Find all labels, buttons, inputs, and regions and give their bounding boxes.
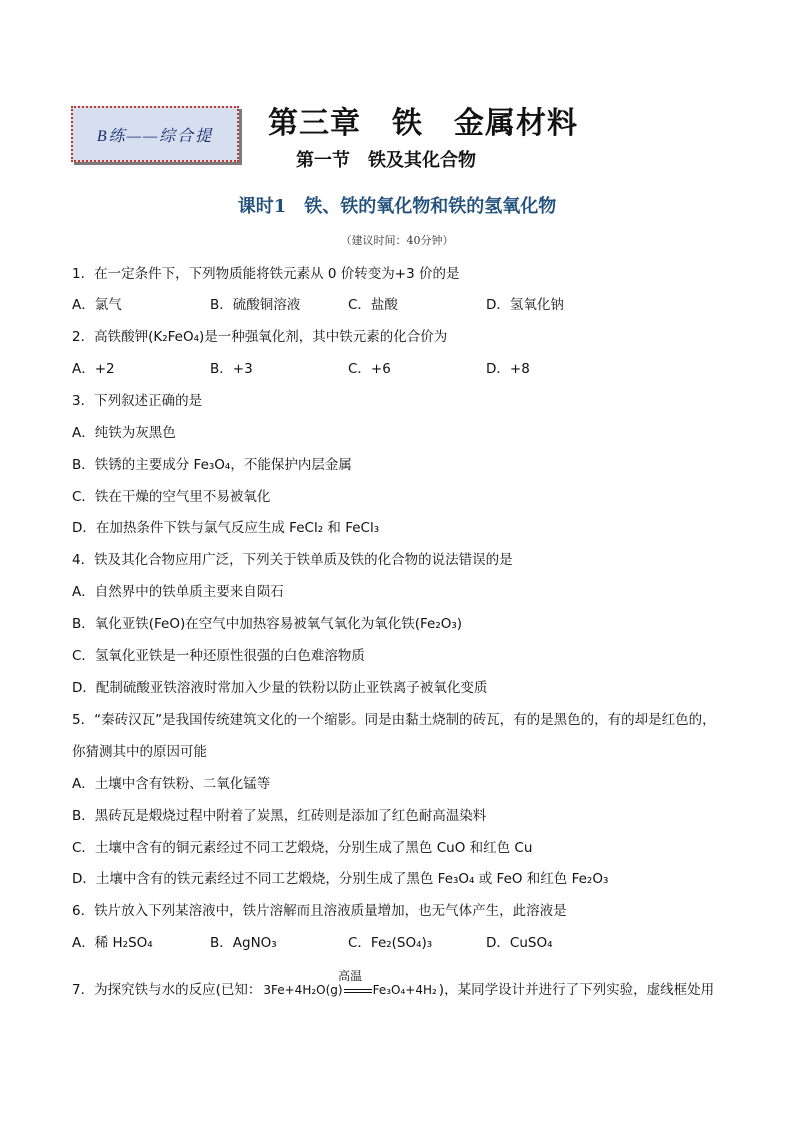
- question-6-stem: 6．铁片放入下列某溶液中，铁片溶解而且溶液质量增加，也无气体产生，此溶液是: [72, 903, 567, 919]
- question-1-stem: 1．在一定条件下，下列物质能将铁元素从 0 价转变为+3 价的是: [72, 266, 460, 282]
- q6-option-d: D．CuSO₄: [486, 935, 553, 951]
- q6-option-a: A．稀 H₂SO₄: [72, 935, 153, 951]
- question-5-stem-line2: 你猜测其中的原因可能: [72, 744, 207, 760]
- equation-reactants: 3Fe+4H₂O(g): [263, 983, 343, 997]
- q1-option-b: B．硫酸铜溶液: [210, 297, 301, 313]
- equation-products: Fe₃O₄+4H₂: [372, 983, 437, 997]
- reaction-equation: [263, 969, 437, 997]
- q5-option-a: A．土壤中含有铁粉、二氧化锰等: [72, 776, 271, 792]
- q7-prefix: 7．为探究铁与水的反应(已知：: [72, 982, 262, 998]
- q3-option-d: D．在加热条件下铁与氯气反应生成 FeCl₂ 和 FeCl₃: [72, 520, 380, 536]
- question-2-stem: 2．高铁酸钾(K₂FeO₄)是一种强氧化剂，其中铁元素的化合价为: [72, 329, 448, 345]
- q7-suffix: )，某同学设计并进行了下列实验，虚线框处用: [438, 982, 715, 998]
- equation-arrow: [344, 989, 372, 993]
- q5-option-b: B．黑砖瓦是煅烧过程中附着了炭黑，红砖则是添加了红色耐高温染料: [72, 808, 487, 824]
- chapter-title: 第三章 铁 金属材料: [268, 106, 578, 141]
- q5-option-c: C．土壤中含有的铜元素经过不同工艺煅烧，分别生成了黑色 CuO 和红色 Cu: [72, 840, 533, 856]
- q3-option-a: A．纯铁为灰黑色: [72, 425, 176, 441]
- question-7-stem: [72, 969, 715, 998]
- q2-option-b: B．+3: [210, 361, 253, 377]
- q5-option-d: D．土壤中含有的铁元素经过不同工艺煅烧，分别生成了黑色 Fe₃O₄ 或 FeO 和红色 Fe₂O₃: [72, 871, 609, 887]
- lesson-title: 课时1 铁、铁的氧化物和铁的氢氧化物: [237, 196, 557, 217]
- time-note: （建议时间：40分钟）: [340, 234, 454, 247]
- q1-option-d: D．氢氧化钠: [486, 297, 564, 313]
- q3-option-c: C．铁在干燥的空气里不易被氧化: [72, 489, 271, 505]
- q2-option-d: D．+8: [486, 361, 530, 377]
- question-5-stem-line1: 5．“秦砖汉瓦”是我国传统建筑文化的一个缩影。同是由黏土烧制的砖瓦，有的是黑色的，有的却是红色的，: [72, 712, 716, 728]
- q2-option-a: A．+2: [72, 361, 115, 377]
- q4-option-c: C．氢氧化亚铁是一种还原性很强的白色难溶物质: [72, 648, 365, 664]
- q4-option-a: A．自然界中的铁单质主要来自陨石: [72, 584, 284, 600]
- q4-option-d: D．配制硫酸亚铁溶液时常加入少量的铁粉以防止亚铁离子被氧化变质: [72, 680, 488, 696]
- question-3-stem: 3．下列叙述正确的是: [72, 393, 203, 409]
- q1-option-c: C．盐酸: [348, 297, 398, 313]
- q1-option-a: A．氯气: [72, 297, 122, 313]
- q2-option-c: C．+6: [348, 361, 391, 377]
- q6-option-b: B．AgNO₃: [210, 935, 277, 951]
- badge-label: B练——综合提: [96, 128, 214, 145]
- q6-option-c: C．Fe₂(SO₄)₃: [348, 935, 433, 951]
- reaction-condition: 高温: [338, 969, 363, 983]
- question-4-stem: 4．铁及其化合物应用广泛，下列关于铁单质及铁的化合物的说法错误的是: [72, 552, 513, 568]
- exercise-badge: [71, 106, 239, 162]
- q4-option-b: B．氧化亚铁(FeO)在空气中加热容易被氧气氧化为氧化铁(Fe₂O₃): [72, 616, 463, 632]
- q3-option-b: B．铁锈的主要成分 Fe₃O₄，不能保护内层金属: [72, 457, 352, 473]
- section-title: 第一节 铁及其化合物: [296, 150, 476, 171]
